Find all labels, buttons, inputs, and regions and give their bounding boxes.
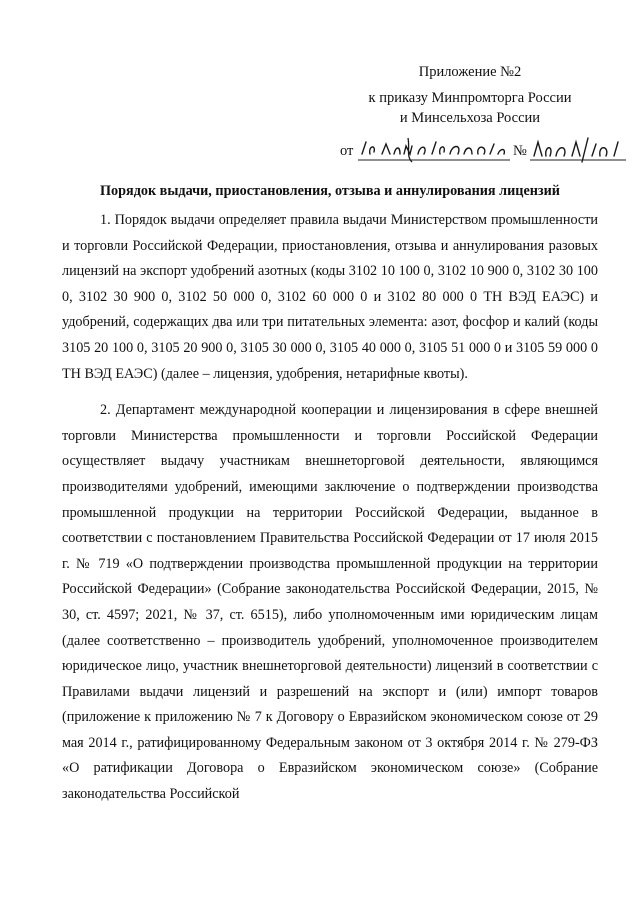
from-label: от (340, 143, 354, 159)
appendix-line-2: и Минсельхоза России (399, 110, 541, 126)
document-heading: Порядок выдачи, приостановления, отзыва и аннулирования лицензий (100, 183, 560, 199)
appendix-line-1: к приказу Минпромторга России (368, 90, 572, 106)
order-date-number-line (338, 134, 628, 164)
appendix-title: Приложение №2 (418, 64, 522, 80)
handwritten-date-number (338, 134, 628, 164)
document-body (62, 208, 598, 808)
number-label: № (513, 143, 527, 159)
paragraph-1: 1. Порядок выдачи определяет правила выдачи Министерством промышленности и торговли Российской Федерации, приостановления, отзыва и аннулирования разовых лицензий на экспорт удобрений азотных (коды 3102 10 100 0, 3102 10 900 0, 3102 30 100 0, 3102 30 900 0, 3102 50 000 0, 3102 60 000 0 и 3102 80 000 0 ТН ВЭД ЕАЭС) и удобрений, содержащих два или три питательных элемента: азот, фосфор и калий (коды 3105 20 100 0, 3105 20 900 0, 3105 30 000 0, 3105 40 000 0, 3105 51 000 0 и 3105 59 000 0 ТН ВЭД ЕАЭС) (далее – лицензия, удобрения, нетарифные квоты). (62, 212, 598, 382)
paragraph-2: 2. Департамент международной кооперации и лицензирования в сфере внешней торговли Министерства промышленности и торговли Российской Федерации осуществляет выдачу участникам внешнеторговой деятельности, являющимся производителями удобрений, имеющими заключение о подтверждении производства промышленной продукции на территории Российской Федерации, выданное в соответствии с постановлением Правительства Российской Федерации от 17 июля 2015 г. № 719 «О подтверждении производства промышленной продукции на территории Российской Федерации» (Собрание законодательства Российской Федерации, 2015, № 30, ст. 4597; 2021, № 37, ст. 6515), либо уполномоченным ими юридическим лицам (далее соответственно – производитель удобрений, уполномоченное производителем юридическое лицо, участник внешнеторговой деятельности) лицензий в соответствии с Правилами выдачи лицензий и разрешений на экспорт и (или) импорт товаров (приложение к приложению № 7 к Договору о Евразийском экономическом союзе от 29 мая 2014 г., ратифицированному Федеральным законом от 3 октября 2014 г. № 279-ФЗ «О ратификации Договора о Евразийском экономическом союзе» (Собрание законодательства Российской (62, 402, 598, 803)
appendix-header (340, 62, 600, 128)
